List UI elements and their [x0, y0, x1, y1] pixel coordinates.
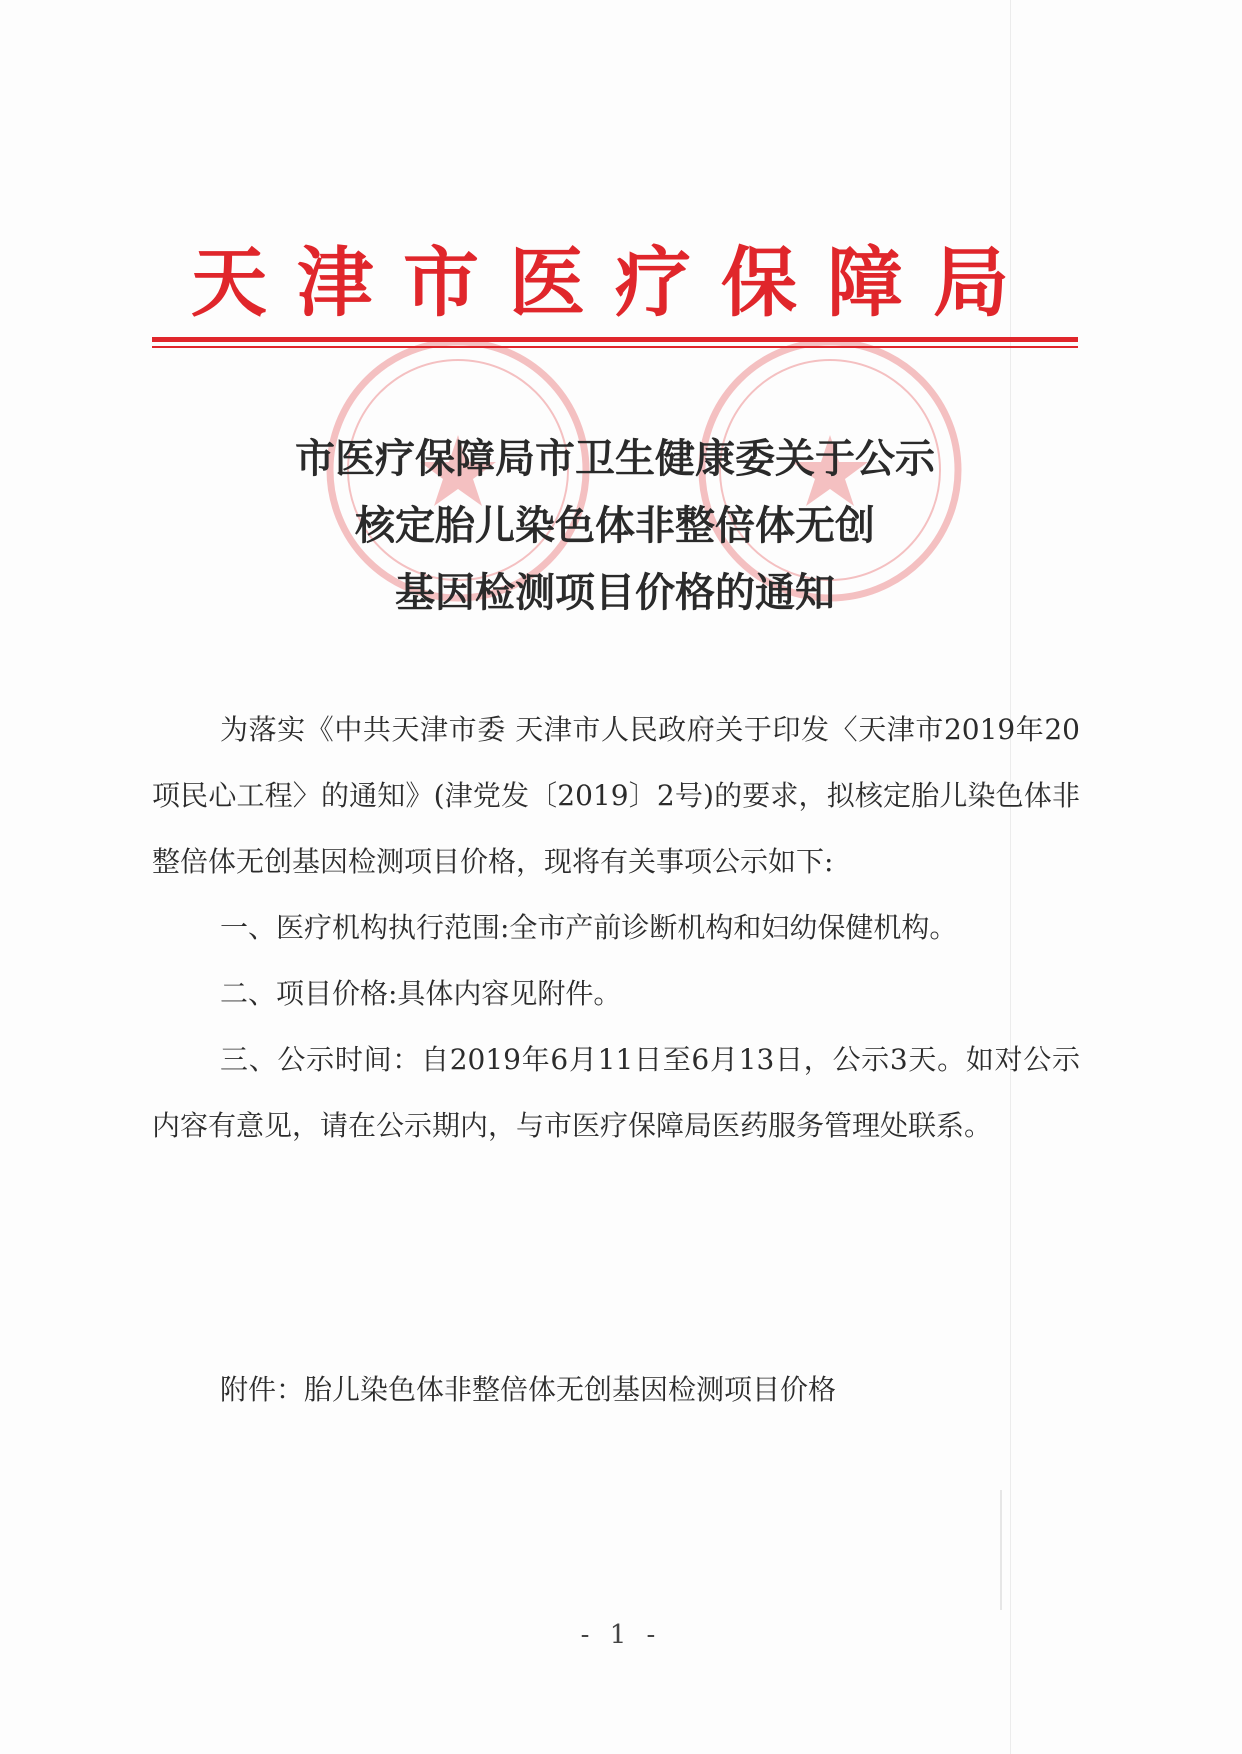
document-title-line-1: 市医疗保障局市卫生健康委关于公示 — [295, 435, 935, 482]
body-paragraph-intro: 为落实《中共天津市委 天津市人民政府关于印发〈天津市2019年20项民心工程〉的通知》(津党发〔2019〕2号)的要求，拟核定胎儿染色体非整倍体无创基因检测项目价格，现将有关事项公示如下: — [152, 713, 1080, 878]
body-paragraph-price: 二、项目价格:具体内容见附件。 — [220, 977, 622, 1010]
agency-letterhead-title: 天津市医疗保障局 — [191, 238, 1039, 327]
document-title — [150, 425, 1080, 626]
scan-artifact-mark — [1000, 1490, 1002, 1610]
attachment-note: 附件：胎儿染色体非整倍体无创基因检测项目价格 — [220, 1373, 837, 1406]
document-body — [152, 697, 1080, 1159]
document-title-line-3: 基因检测项目价格的通知 — [395, 569, 835, 616]
letterhead-rule-thin — [152, 346, 1078, 348]
body-paragraph-scope: 一、医疗机构执行范围:全市产前诊断机构和妇幼保健机构。 — [220, 911, 958, 944]
document-title-line-2: 核定胎儿染色体非整倍体无创 — [355, 502, 875, 549]
body-paragraph-period: 三、公示时间：自2019年6月11日至6月13日，公示3天。如对公示内容有意见，请在公示期内，与市医疗保障局医药服务管理处联系。 — [152, 1043, 1080, 1142]
letterhead-rule-thick — [152, 337, 1078, 342]
page-number: - 1 - — [580, 1620, 662, 1650]
